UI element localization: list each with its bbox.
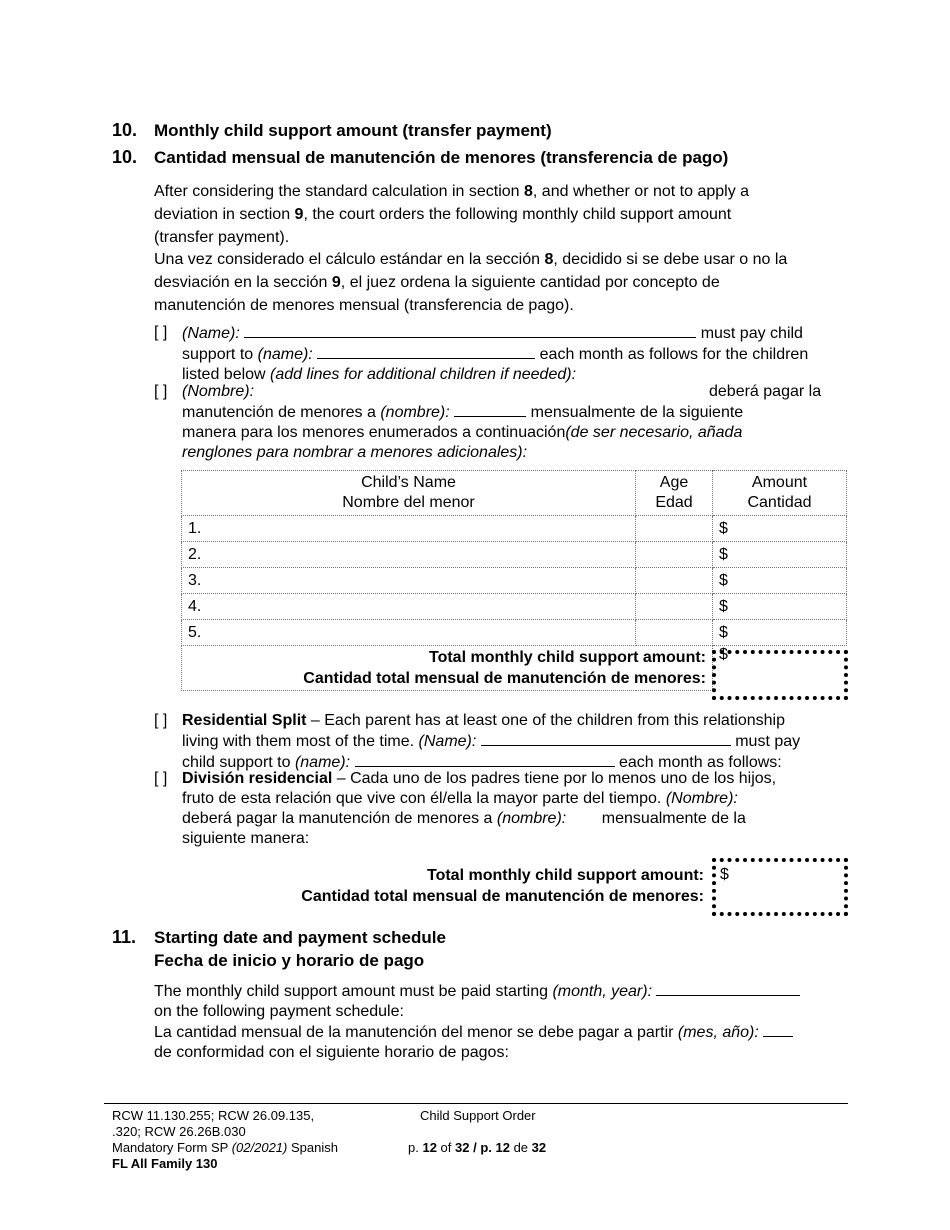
amount-cell[interactable]: $ (713, 516, 847, 542)
total2-amount-box[interactable] (712, 858, 848, 916)
start-date-field[interactable] (656, 981, 800, 996)
total2-label: Total monthly child support amount: Cantidad total mensual de manutención de menores: (301, 867, 704, 905)
start-date-field-es[interactable] (763, 1022, 793, 1037)
section-11-title-es: Fecha de inicio y horario de pago (154, 951, 425, 970)
section-10-title-es: Cantidad mensual de manutención de menores (transferencia de pago) (154, 148, 729, 167)
footer-left: RCW 11.130.255; RCW 26.09.135, .320; RCW 26.26B.030 Mandatory Form SP (02/2021) Spanish FL All Family 130 (112, 1108, 338, 1171)
split-text-es: División residencial – Cada uno de los padres tiene por lo menos uno de los hijos, fruto de esta relación que vive con él/ella la mayor parte del tiempo. (Nombre): deberá pagar la manutención de menores a (nombre): mensualmente de la siguiente manera: (182, 770, 777, 847)
section-11-title-en: Starting date and payment schedule (154, 928, 446, 947)
split-checkbox[interactable]: [ ] (154, 712, 168, 729)
footer-rule (104, 1103, 848, 1104)
row-number[interactable]: 5. (182, 620, 636, 646)
option1-text: (Name): must pay child support to (name): each month as follows for the children listed below (add lines for additional children if needed): (182, 325, 809, 383)
intro-paragraph-en: After considering the standard calculation in section 8, and whether or not to apply a deviation in section 9, the court orders the following monthly child support amount (transfer payment). (154, 183, 750, 246)
split-recipient-field[interactable] (355, 752, 615, 767)
age-cell[interactable] (636, 620, 713, 646)
amount-cell[interactable]: $ (713, 594, 847, 620)
table-row (182, 594, 847, 620)
table-row (182, 516, 847, 542)
option1-checkbox[interactable]: [ ] (154, 324, 168, 341)
option1-name-field[interactable] (244, 323, 696, 338)
amount-cell[interactable]: $ (713, 542, 847, 568)
age-cell[interactable] (636, 542, 713, 568)
table-total-label: Total monthly child support amount: Cantidad total mensual de manutención de menores: (182, 646, 713, 691)
section-10-number: 10. (112, 120, 138, 140)
section-11-text: The monthly child support amount must be paid starting (month, year): on the following payment schedule: La cantidad mensual de la manutención del menor se debe pagar a partir (mes, año): de conformidad con el siguiente horario de pagos: (154, 981, 854, 1063)
section-10-title-en: Monthly child support amount (transfer payment) (154, 121, 552, 140)
total-amount-box (712, 650, 848, 700)
split-name-field[interactable] (481, 731, 731, 746)
split-text-en: Residential Split – Each parent has at least one of the children from this relationship living with them most of the time. (Name): must pay child support to (name): each month as follows: (182, 712, 801, 771)
footer-page-number: p. 12 of 32 / p. 12 de 32 (408, 1140, 547, 1155)
intro-paragraph-es: Una vez considerado el cálculo estándar en la sección 8, decidido si se debe usar o no la desviación en la sección 9, el juez ordena la siguiente cantidad por concepto de manutención de menores mensual (transferencia de pago). (154, 251, 788, 314)
footer-title: Child Support Order (420, 1108, 536, 1123)
age-cell[interactable] (636, 516, 713, 542)
row-number[interactable]: 2. (182, 542, 636, 568)
total2-dollar: $ (720, 866, 729, 883)
option1-recipient-field[interactable] (317, 344, 535, 359)
option2-recipient-field[interactable] (454, 402, 526, 417)
section-11-number: 11. (112, 927, 137, 947)
table-total-amount[interactable]: $ (719, 646, 728, 663)
table-row (182, 568, 847, 594)
table-row (182, 620, 847, 646)
row-number[interactable]: 4. (182, 594, 636, 620)
option2-text: (Nombre): deberá pagar la manutención de menores a (nombre): mensualmente de la siguiente manera para los menores enumerados a continuación(de ser necesario, añada renglones para nombrar a menores adicionales): (182, 383, 822, 461)
section-10-number-es: 10. (112, 147, 138, 167)
header-age: Age Edad (636, 471, 713, 516)
age-cell[interactable] (636, 594, 713, 620)
header-amount: Amount Cantidad (713, 471, 847, 516)
table-row (182, 542, 847, 568)
split-checkbox-es[interactable]: [ ] (154, 770, 168, 787)
option2-checkbox[interactable]: [ ] (154, 383, 168, 400)
header-child-name: Child’s Name Nombre del menor (182, 471, 636, 516)
amount-cell[interactable]: $ (713, 568, 847, 594)
amount-cell[interactable]: $ (713, 620, 847, 646)
row-number[interactable]: 3. (182, 568, 636, 594)
row-number[interactable]: 1. (182, 516, 636, 542)
age-cell[interactable] (636, 568, 713, 594)
